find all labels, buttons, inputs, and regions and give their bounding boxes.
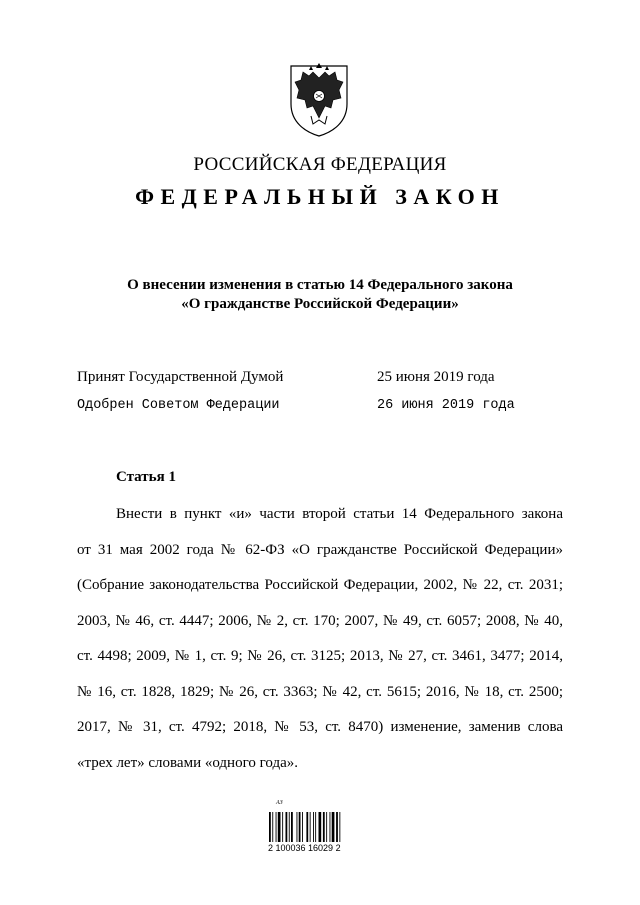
document-type: ФЕДЕРАЛЬНЫЙ ЗАКОН: [135, 184, 505, 209]
barcode-bar: [336, 812, 338, 842]
article-line: Внести в пункт «и» части второй статьи 14 Федерального закона: [116, 506, 563, 522]
article-heading: Статья 1: [116, 469, 176, 485]
article-text: [77, 497, 563, 781]
barcode-bar: [302, 812, 303, 842]
barcode-bar: [276, 812, 277, 842]
barcode-bars-icon: [268, 812, 368, 842]
article-line: ст. 4498; 2009, № 1, ст. 9; № 26, ст. 3125; 2013, № 27, ст. 3461, 3477; 2014,: [77, 648, 563, 664]
barcode: [268, 800, 368, 860]
adoption-duma-date: 25 июня 2019 года: [377, 369, 495, 385]
barcode-bar: [291, 812, 293, 842]
barcode-bar: [278, 812, 281, 842]
barcode-bar: [306, 812, 308, 842]
article-line: от 31 мая 2002 года № 62-ФЗ «О гражданстве Российской Федерации»: [77, 541, 563, 558]
article-line: (Собрание законодательства Российской Федерации, 2002, № 22, ст. 2031;: [77, 577, 563, 593]
barcode-bar: [339, 812, 340, 842]
barcode-bar: [319, 812, 322, 842]
law-title: [0, 276, 640, 314]
barcode-bar: [272, 812, 273, 842]
barcode-digits: 2 100036 16029 2: [268, 843, 341, 853]
adoption-duma-label: Принят Государственной Думой: [77, 369, 284, 385]
barcode-mark: АЗ: [276, 800, 283, 806]
barcode-bar: [330, 812, 331, 842]
barcode-bar: [310, 812, 311, 842]
barcode-bar: [323, 812, 325, 842]
approval-council-label: Одобрен Советом Федерации: [77, 398, 280, 413]
barcode-bar: [269, 812, 271, 842]
article-line: 2017, № 31, ст. 4792; 2018, № 53, ст. 8470) изменение, заменив слова: [77, 719, 563, 735]
article-line: 2003, № 46, ст. 4447; 2006, № 2, ст. 170; 2007, № 49, ст. 6057; 2008, № 40,: [77, 612, 563, 629]
law-title-line-2: «О гражданстве Российской Федерации»: [181, 296, 459, 312]
country-name: РОССИЙСКАЯ ФЕДЕРАЦИЯ: [193, 154, 447, 175]
barcode-bar: [286, 812, 288, 842]
article-line: № 16, ст. 1828, 1829; № 26, ст. 3363; № 42, ст. 5615; 2016, № 18, ст. 2500;: [77, 683, 563, 700]
law-title-line-1: О внесении изменения в статью 14 Федерального закона: [127, 277, 513, 293]
barcode-bar: [289, 812, 290, 842]
barcode-bar: [313, 812, 314, 842]
approval-council-date: 26 июня 2019 года: [377, 398, 515, 413]
coat-of-arms-emblem-icon: [287, 60, 351, 138]
barcode-bar: [297, 812, 298, 842]
barcode-bar: [299, 812, 301, 842]
article-line: «трех лет» словами «одного года».: [77, 754, 298, 771]
barcode-bar: [315, 812, 316, 842]
barcode-bar: [332, 812, 335, 842]
barcode-bar: [326, 812, 327, 842]
barcode-bar: [282, 812, 283, 842]
